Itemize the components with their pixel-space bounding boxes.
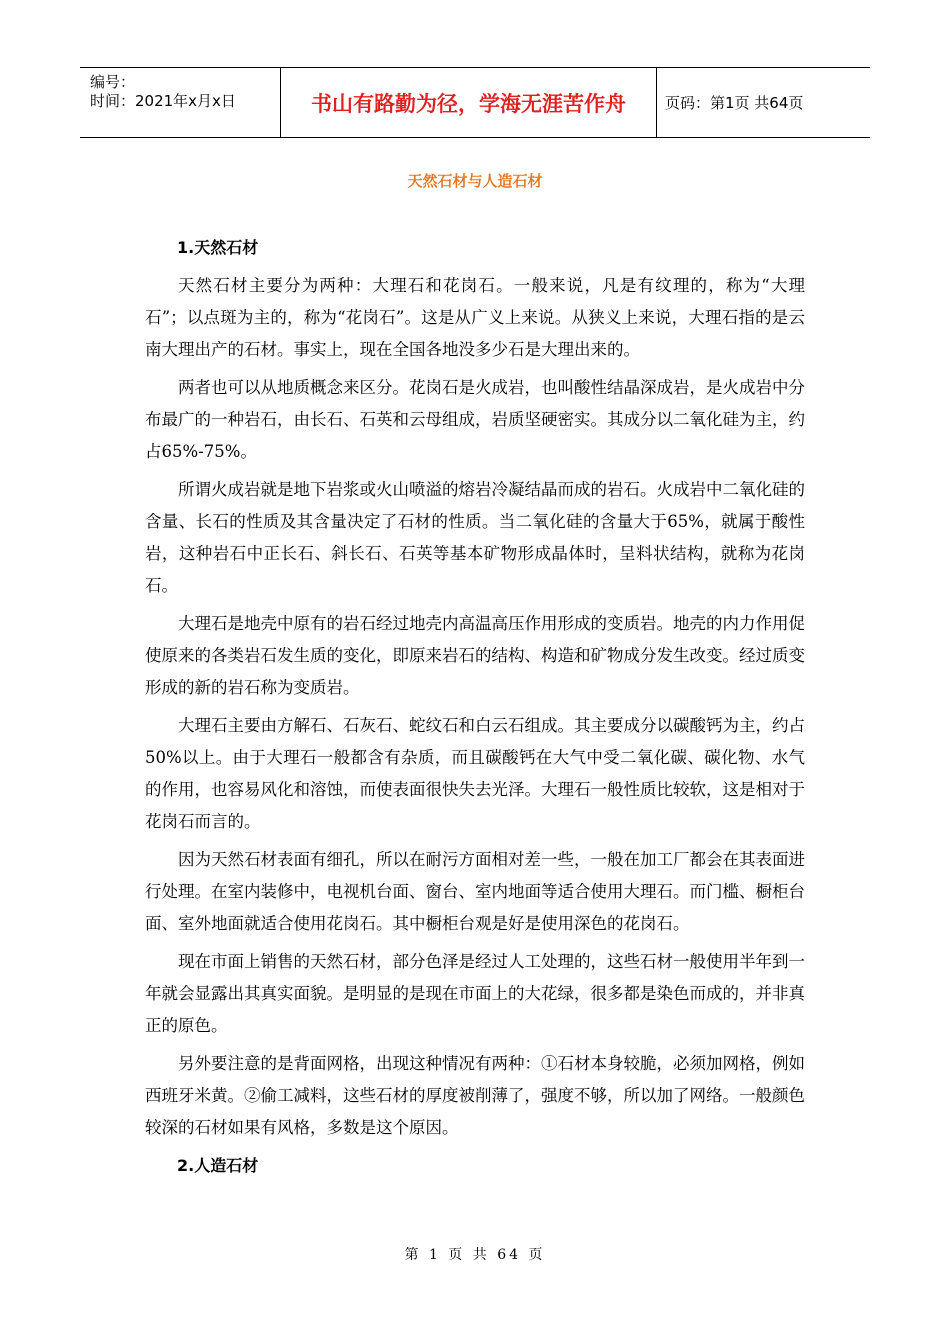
document-title: 天然石材与人造石材	[407, 172, 543, 190]
paragraph: 所谓火成岩就是地下岩浆或火山喷溢的熔岩冷凝结晶而成的岩石。火成岩中二氧化硅的含量、长石的性质及其含量决定了石材的性质。当二氧化硅的含量大于65%，就属于酸性岩，这种岩石中正长石、斜长石、石英等基本矿物形成晶体时，呈料状结构，就称为花岗石。	[145, 480, 805, 595]
date-line: 时间：2021年x月x日	[90, 92, 236, 110]
paragraph: 现在市面上销售的天然石材，部分色泽是经过人工处理的，这些石材一般使用半年到一年就会显露出其真实面貌。是明显的是现在市面上的大花绿，很多都是染色而成的，并非真正的原色。	[145, 952, 805, 1035]
header-motto: 书山有路勤为径，学海无涯苦作舟	[281, 68, 657, 137]
document-body	[145, 232, 805, 1188]
paragraph: 大理石主要由方解石、石灰石、蛇纹石和白云石组成。其主要成分以碳酸钙为主，约占50%以上。由于大理石一般都含有杂质，而且碳酸钙在大气中受二氧化碳、碳化物、水气的作用，也容易风化和溶蚀，而使表面很快失去光泽。大理石一般性质比较软，这是相对于花岗石而言的。	[145, 716, 805, 831]
section-heading-artificial-stone: 2.人造石材	[177, 1156, 259, 1175]
page-footer: 第 1 页 共 64 页	[404, 1247, 546, 1263]
page-header	[80, 67, 870, 138]
paragraph: 因为天然石材表面有细孔，所以在耐污方面相对差一些，一般在加工厂都会在其表面进行处理。在室内装修中，电视机台面、窗台、室内地面等适合使用大理石。而门槛、橱柜台面、室外地面就适合使用花岗石。其中橱柜台观是好是使用深色的花岗石。	[145, 850, 805, 933]
header-page-info: 页码：第1页 共64页	[665, 94, 804, 112]
section-heading-natural-stone: 1.天然石材	[177, 238, 259, 257]
paragraph: 另外要注意的是背面网格，出现这种情况有两种：①石材本身较脆，必须加网格，例如西班牙米黄。②偷工减料，这些石材的厚度被削薄了，强度不够，所以加了网络。一般颜色较深的石材如果有风格，多数是这个原因。	[145, 1054, 805, 1137]
paragraph: 天然石材主要分为两种：大理石和花岗石。一般来说，凡是有纹理的，称为“大理石”；以点斑为主的，称为“花岗石”。这是从广义上来说。从狭义上来说，大理石指的是云南大理出产的石材。事实上，现在全国各地没多少石是大理出来的。	[145, 276, 805, 359]
doc-number-label: 编号：	[90, 73, 136, 91]
paragraph: 大理石是地壳中原有的岩石经过地壳内高温高压作用形成的变质岩。地壳的内力作用促使原来的各类岩石发生质的变化，即原来岩石的结构、构造和矿物成分发生改变。经过质变形成的新的岩石称为变质岩。	[145, 614, 805, 697]
paragraph: 两者也可以从地质概念来区分。花岗石是火成岩，也叫酸性结晶深成岩，是火成岩中分布最广的一种岩石，由长石、石英和云母组成，岩质坚硬密实。其成分以二氧化硅为主，约占65%-75%。	[145, 378, 805, 461]
header-meta-cell	[80, 68, 281, 137]
